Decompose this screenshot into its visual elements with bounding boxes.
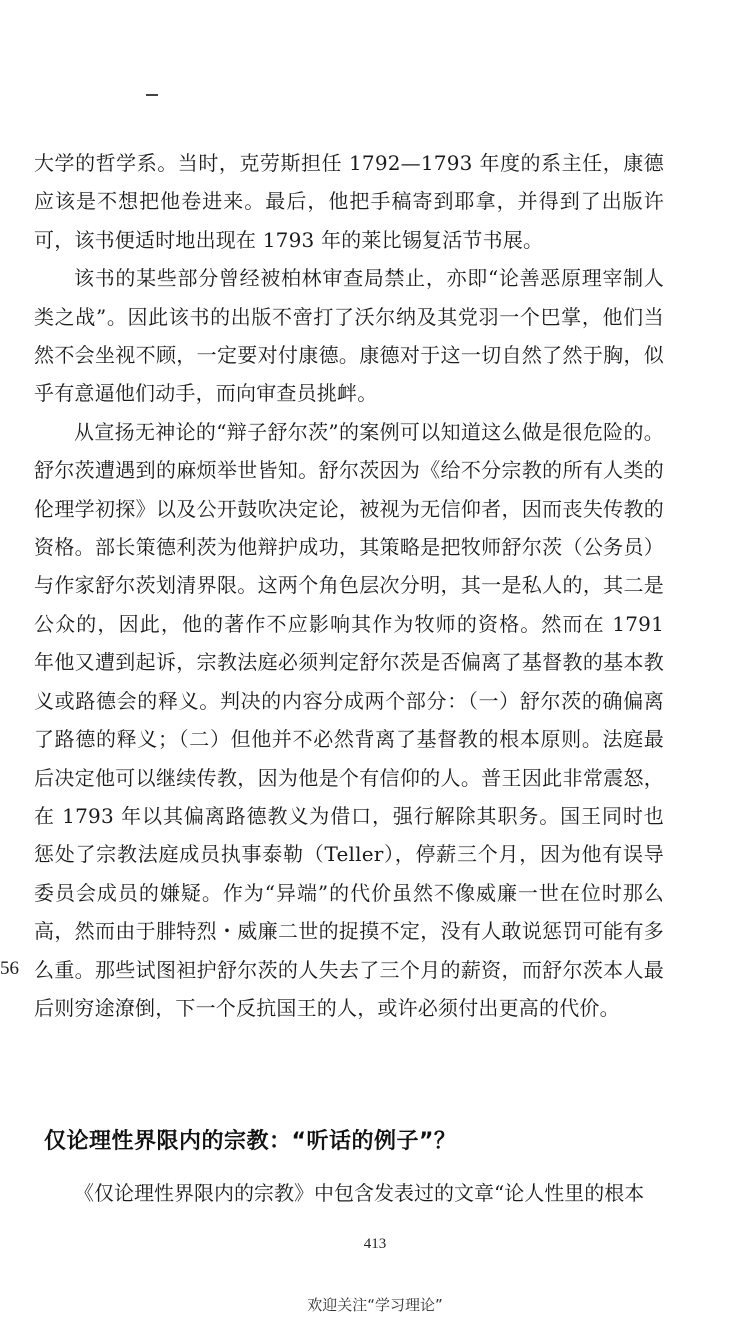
paragraph-1: 大学的哲学系。当时，克劳斯担任 1792—1793 年度的系主任，康德应该是不想把他卷进来。最后，他把手稿寄到耶拿，并得到了出版许可，该书便适时地出现在 1793 年的莱比锡复活节书展。	[34, 151, 664, 252]
paragraph-3: 从宣扬无神论的“辩子舒尔茨”的案例可以知道这么做是很危险的。舒尔茨遭遇到的麻烦举世皆知。舒尔茨因为《给不分宗教的所有人类的伦理学初探》以及公开鼓吹决定论，被视为无信仰者，因而丧失传教的资格。部长策德利茨为他辩护成功，其策略是把牧师舒尔茨（公务员）与作家舒尔茨划清界限。这两个角色层次分明，其一是私人的，其二是公众的，因此，他的著作不应影响其作为牧师的资格。然而在 1791 年他又遭到起诉，宗教法庭必须判定舒尔茨是否偏离了基督教的基本教义或路德会的释义。判决的内容分成两个部分：（一）舒尔茨的确偏离了路德的释义；（二）但他并不必然背离了基督教的根本原则。法庭最后决定他可以继续传教，因为他是个有信仰的人。普王因此非常震怒，在 1793 年以其偏离路德教义为借口，强行解除其职务。国王同时也惩处了宗教法庭成员执事泰勒（Teller），停薪三个月，因为他有误导委员会成员的嫌疑。作为“异端”的代价虽然不像威廉一世在位时那么高，然而由于腓特烈・威廉二世的捉摸不定，没有人敢说惩罚可能有多么重。那些试图袒护舒尔茨的人失去了三个月的薪资，而舒尔茨本人最后则穷途潦倒，下一个反抗国王的人，或许必须付出更高的代价。	[34, 419, 664, 1020]
footer-note: 欢迎关注“学习理论”	[307, 1296, 443, 1314]
section-heading: 仅论理性界限内的宗教：“听话的例子”？	[44, 1129, 457, 1154]
body-text	[34, 144, 664, 1027]
paragraph-2: 该书的某些部分曾经被柏林审查局禁止，亦即“论善恶原理宰制人类之战”。因此该书的出版不啻打了沃尔纳及其党羽一个巴掌，他们当然不会坐视不顾，一定要对付康德。康德对于这一切自然了然于胸，似乎有意逼他们动手，而向审查员挑衅。	[34, 266, 664, 406]
margin-page-number: 56	[0, 958, 19, 979]
scan-mark	[146, 94, 158, 96]
page-number: 413	[363, 1236, 387, 1252]
section-first-line: 《仅论理性界限内的宗教》中包含发表过的文章“论人性里的根本	[74, 1181, 645, 1205]
